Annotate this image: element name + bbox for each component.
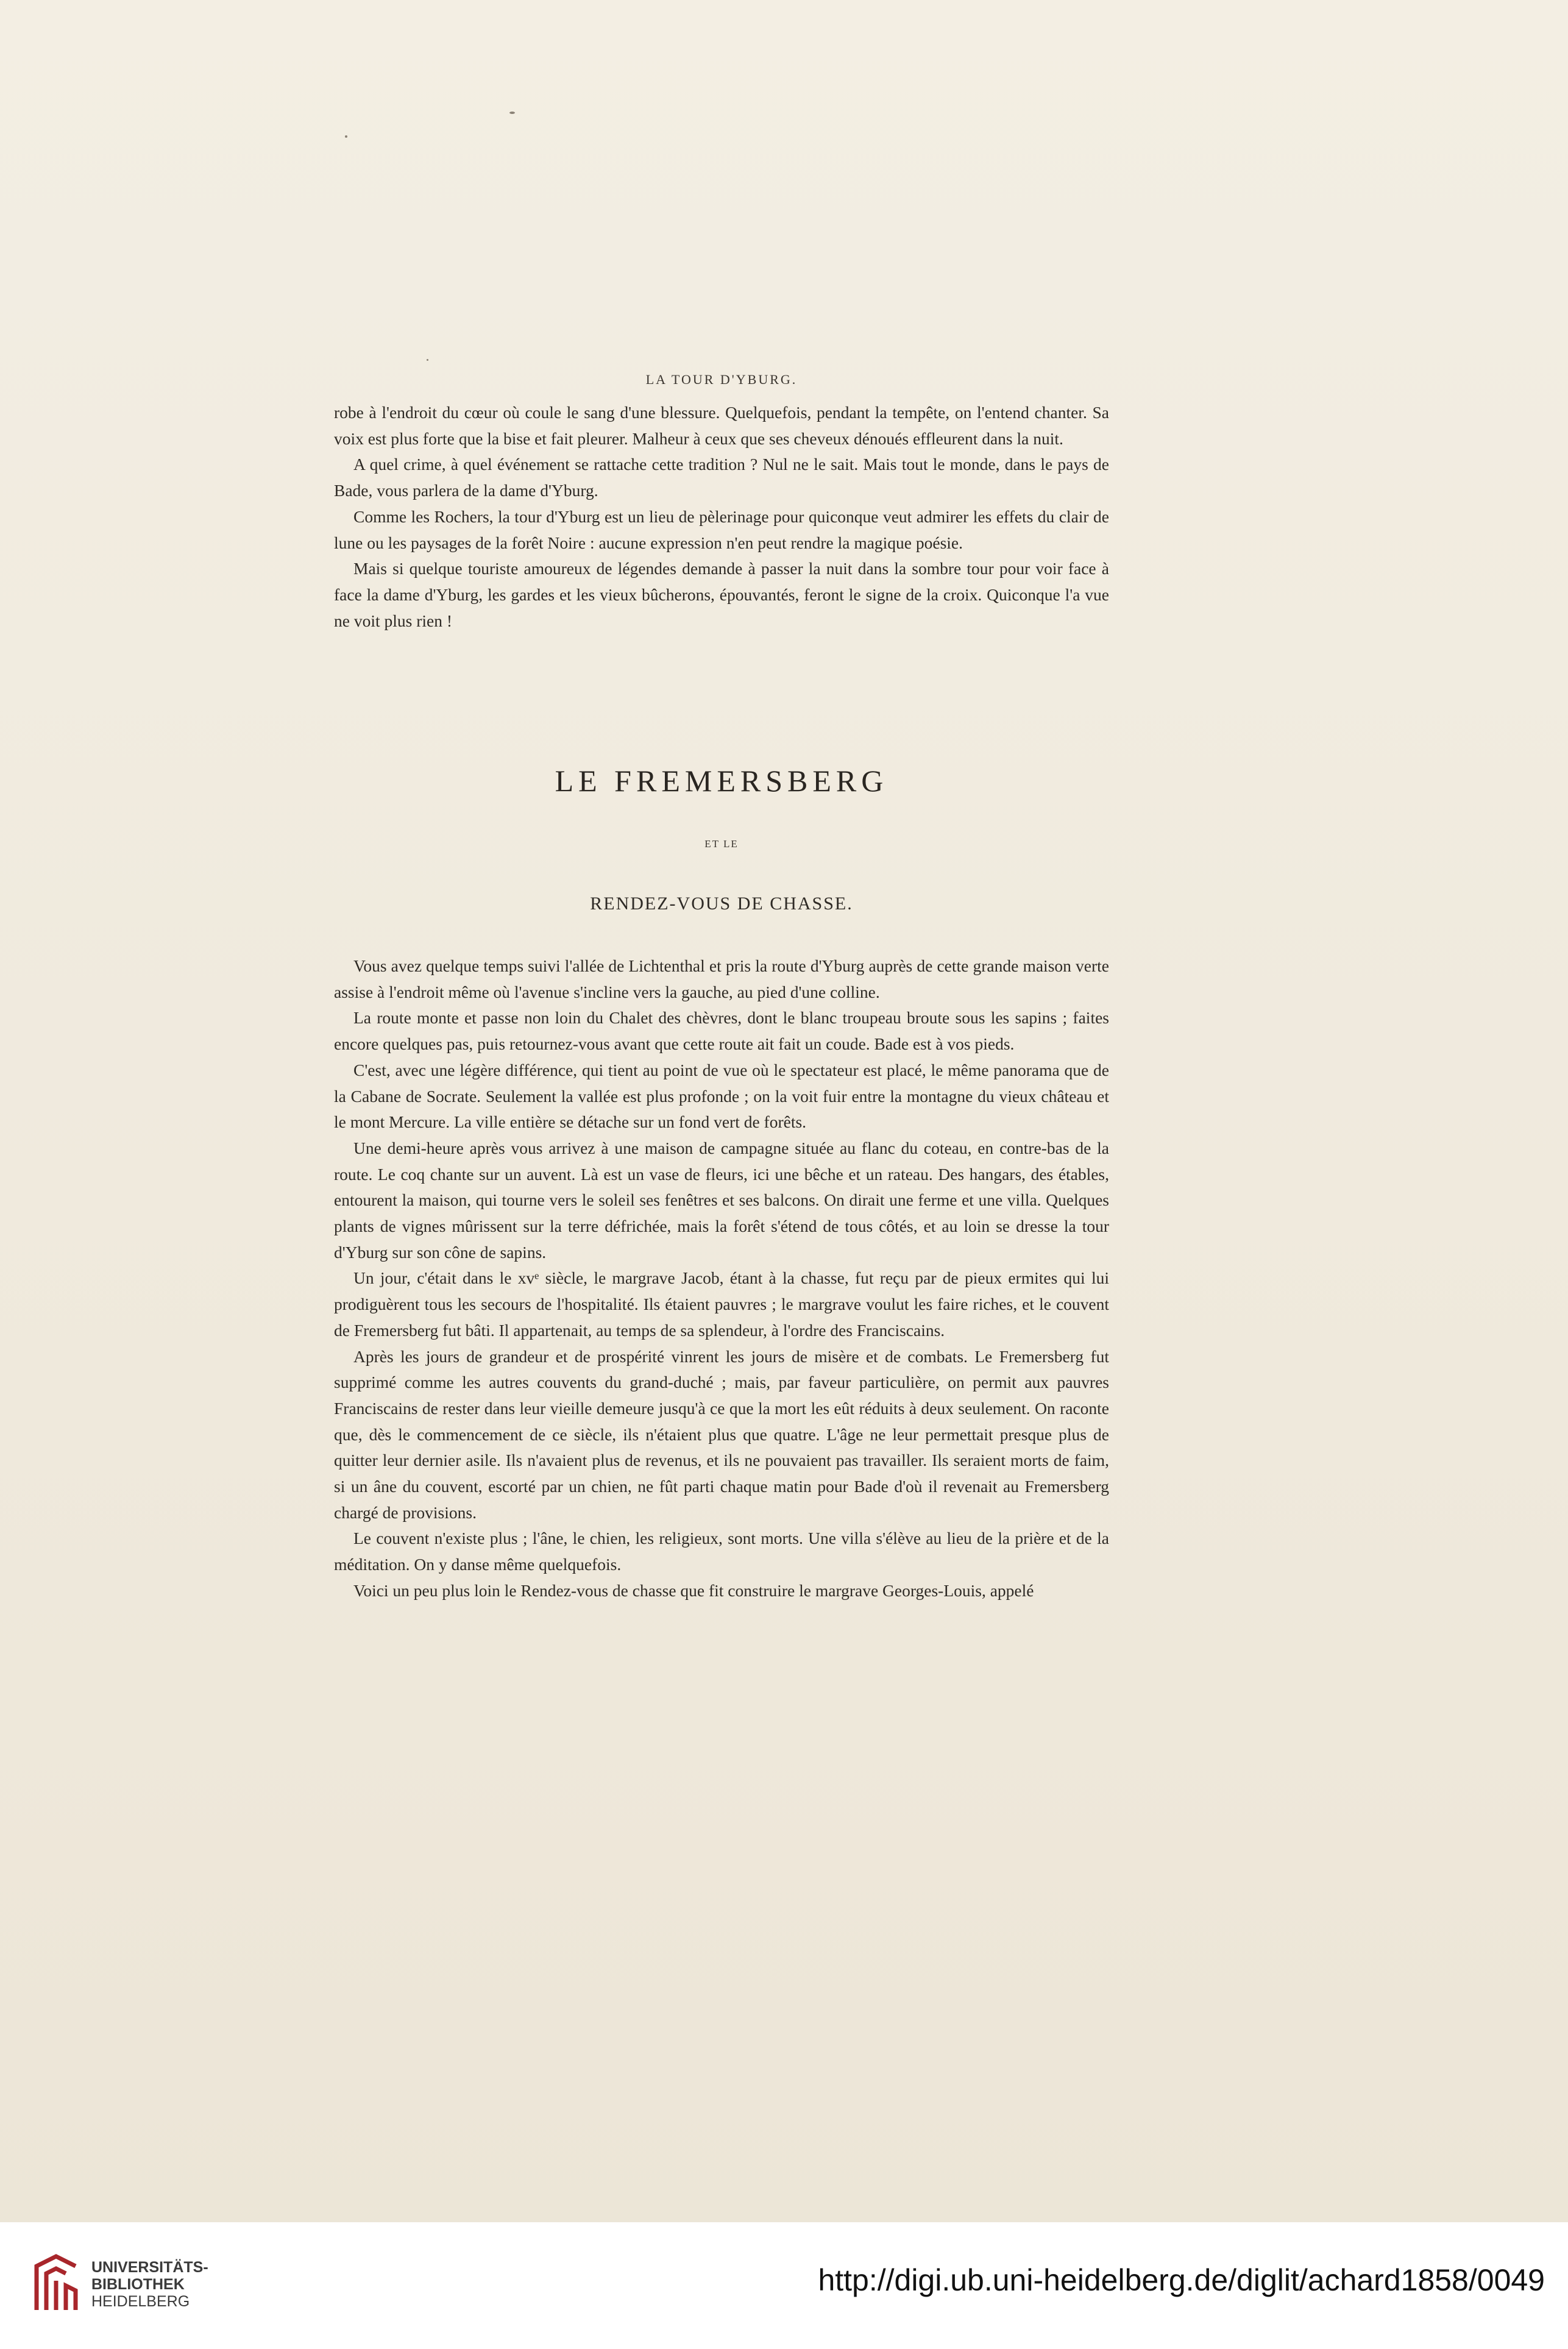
section-subtitle: RENDEZ-VOUS DE CHASSE. (590, 894, 853, 914)
paragraph: Mais si quelque touriste amoureux de légendes demande à passer la nuit dans la sombre tour pour voir face à face la dame d'Yburg, les gardes et les vieux bûcherons, épouvantés, feront le signe de la croix. Quiconque l'a vue ne voit plus rien ! (334, 559, 1109, 630)
paragraph: A quel crime, à quel événement se rattache cette tradition ? Nul ne le sait. Mais tout le monde, dans le pays de Bade, vous parlera de la dame d'Yburg. (334, 455, 1109, 500)
intro-text (334, 400, 1109, 634)
library-name-line: UNIVERSITÄTS- (91, 2259, 208, 2276)
paragraph: Comme les Rochers, la tour d'Yburg est un lieu de pèlerinage pour quiconque veut admirer les effets du clair de lune ou les paysages de la forêt Noire : aucune expression n'en peut rendre la magique poésie. (334, 506, 1109, 552)
paragraph: Un jour, c'était dans le xvᵉ siècle, le margrave Jacob, étant à la chasse, fut reçu par de pieux ermites qui lui prodiguèrent tous les secours de l'hospitalité. Ils étaient pauvres ; le margrave voulut les faire riches, et le couvent de Fremersberg fut bâti. Il appartenait, au temps de sa splendeur, à l'ordre des Franciscains. (334, 1268, 1109, 1340)
library-name-line: BIBLIOTHEK (91, 2276, 185, 2293)
library-name (91, 2259, 208, 2310)
ink-speck (345, 135, 347, 138)
source-url-link[interactable]: http://digi.ub.uni-heidelberg.de/diglit/achard1858/0049 (818, 2263, 1545, 2297)
section-text (334, 953, 1109, 1604)
paragraph: Après les jours de grandeur et de prospérité vinrent les jours de misère et de combats. Le Fremersberg fut supprimé comme les autres couvents du grand-duché ; mais, par faveur particulière, on permit aux pauvres Franciscains de rester dans leur vieille demeure jusqu'à ce que la mort les eût réduits à deux seulement. On raconte que, dès le commencement de ce siècle, ils n'étaient plus que quatre. L'âge ne leur permettait presque plus de quitter leur dernier asile. Ils n'avaient plus de revenus, et ils ne pouvaient pas travailler. Ils seraient morts de faim, si un âne du couvent, escorté par un chien, ne fût parti chaque matin pour Bade d'où il revenait au Fremersberg chargé de provisions. (334, 1346, 1109, 1522)
paragraph: robe à l'endroit du cœur où coule le sang d'une blessure. Quelquefois, pendant la tempête, on l'entend chanter. Sa voix est plus forte que la bise et fait pleurer. Malheur à ceux que ses cheveux dénoués effleurent dans la nuit. (334, 403, 1109, 448)
paragraph: C'est, avec une légère différence, qui tient au point de vue où le spectateur est placé, le même panorama que de la Cabane de Socrate. Seulement la vallée est plus profonde ; on la voit fuir entre la montagne du vieux château et le mont Mercure. La ville entière se détache sur un fond vert de forêts. (334, 1060, 1109, 1132)
section-title: LE FREMERSBERG (555, 764, 889, 798)
paragraph: Le couvent n'existe plus ; l'âne, le chien, les religieux, sont morts. Une villa s'élève au lieu de la prière et de la méditation. On y danse même quelquefois. (334, 1529, 1109, 1574)
paragraph: Une demi-heure après vous arrivez à une maison de campagne située au flanc du coteau, en contre-bas de la route. Le coq chante sur un auvent. Là est un vase de fleurs, ici une bêche et un rateau. Des hangars, des étables, entourent la maison, qui tourne vers le soleil ses fenêtres et ses balcons. On dirait une ferme et une villa. Quelques plants de vignes mûrissent sur la terre défrichée, mais la forêt s'étend de tous côtés, et au loin se dresse la tour d'Yburg sur son cône de sapins. (334, 1138, 1109, 1262)
library-name-line: HEIDELBERG (91, 2293, 190, 2310)
paragraph: La route monte et passe non loin du Chalet des chèvres, dont le blanc troupeau broute sous les sapins ; faites encore quelques pas, puis retournez-vous avant que cette route ait fait un coude. Bade est à vos pieds. (334, 1008, 1109, 1054)
paragraph: Voici un peu plus loin le Rendez-vous de chasse que fit construire le margrave Georges-Louis, appelé (353, 1580, 1034, 1600)
running-head: LA TOUR D'YBURG. (645, 372, 798, 387)
library-logo-icon (32, 2254, 80, 2312)
section-connector: ET LE (704, 838, 739, 850)
ink-speck (509, 112, 515, 114)
ink-speck (427, 359, 428, 361)
paragraph: Vous avez quelque temps suivi l'allée de Lichtenthal et pris la route d'Yburg auprès de cette grande maison verte assise à l'endroit même où l'avenue s'incline vers la gauche, au pied d'une colline. (334, 956, 1109, 1001)
library-footer (0, 2222, 1568, 2349)
